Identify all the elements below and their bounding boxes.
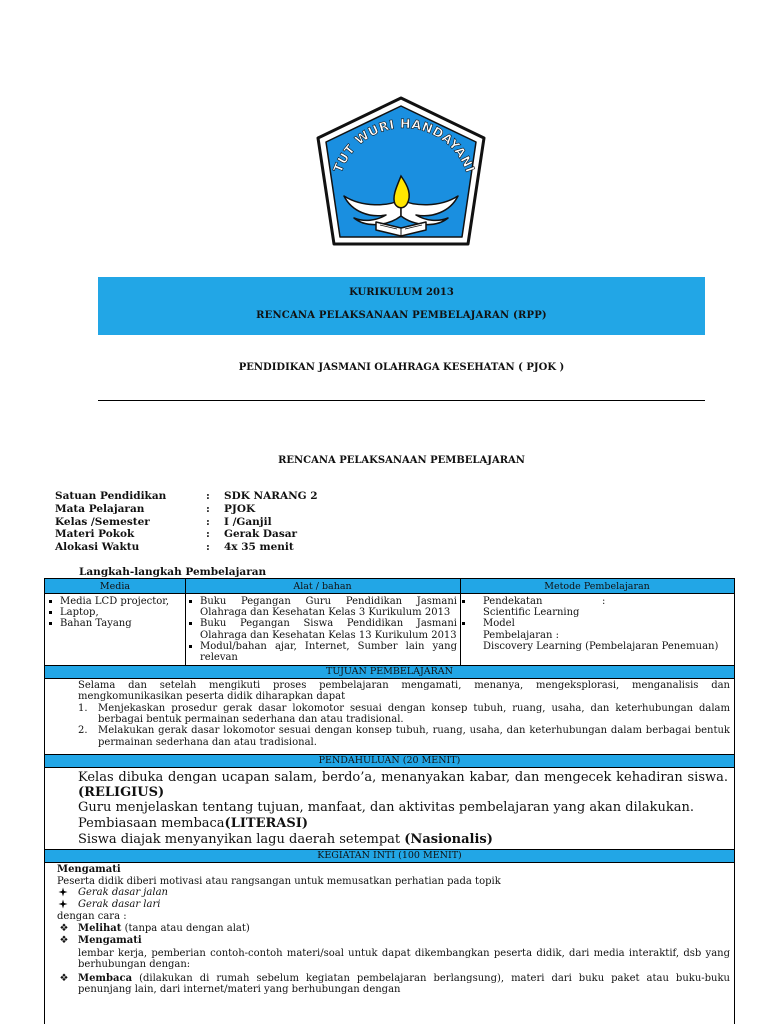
list-item: Bahan Tayang [47, 618, 183, 629]
list-item [78, 725, 730, 747]
intro-heading: PENDAHULUAN (20 MENIT) [45, 754, 734, 768]
see-item [78, 923, 250, 934]
info-label: Alokasi Waktu [55, 541, 140, 554]
character-tag: (RELIGIUS) [78, 784, 165, 800]
model-value: Discovery Learning (Pembelajaran Penemuan) [483, 640, 719, 652]
diamond-bullet-icon: ❖ [59, 923, 69, 934]
core-heading: KEGIATAN INTI (100 MENIT) [45, 849, 734, 863]
info-value: Gerak Dasar [224, 528, 298, 541]
approach-label: Pendekatan [483, 596, 543, 607]
info-label: Materi Pokok [55, 528, 135, 541]
observe-text: lembar kerja, pemberian contoh-contoh materi/soal untuk dapat dikembangkan peserta didik, dari media interaktif, dsb yang berhubungan dengan: [78, 948, 730, 971]
divider-rule [98, 400, 705, 401]
logo-motto: TUT WURI HANDAYANI [329, 115, 479, 175]
intro-paragraph [78, 817, 728, 832]
header-tools: Alat / bahan [293, 581, 352, 592]
see-label: Melihat [78, 923, 122, 934]
table-header-row [45, 579, 734, 594]
objectives-list [78, 703, 730, 748]
info-label: Mata Pelajaran [55, 502, 145, 515]
read-item [78, 973, 730, 995]
info-label: Kelas /Semester [55, 515, 150, 528]
info-value: PJOK [224, 502, 256, 515]
column-divider [460, 579, 461, 665]
list-item [78, 703, 730, 725]
info-label: Satuan Pendidikan [55, 490, 167, 502]
info-colon: : [206, 528, 210, 541]
character-tag: (LITERASI) [224, 816, 309, 831]
observe-label: Mengamati [78, 935, 142, 946]
learning-steps-table [44, 578, 735, 1024]
see-note: (tanpa atau dengan alat) [121, 923, 250, 934]
intro-text: Pembiasaan membaca [78, 816, 225, 831]
info-colon: : [206, 515, 210, 528]
column-divider [185, 579, 186, 665]
read-text: (dilakukan di rumah sebelum kegiatan pembelajaran berlangsung), materi dari buku paket atau buku-buku penunjang lain, dari internet/materi yang berhubungan dengan [78, 973, 730, 996]
topic-item: Gerak dasar jalan [78, 887, 168, 898]
title-band [98, 277, 705, 335]
header-media: Media [99, 581, 131, 592]
item-text: Menjekaskan prosedur gerak dasar lokomotor sesuai dengan konsep tubuh, ruang, usaha, dan keterhubungan dalam berbagai bentuk permainan sederhana dan atau tradisional. [98, 703, 730, 726]
list-item: Buku Pegangan Guru Pendidikan Jasmani Olahraga dan Kesehatan Kelas 3 Kurikulum 2013 [187, 596, 457, 618]
document-title: RENCANA PELAKSANAAN PEMBELAJARAN (RPP) [256, 310, 547, 321]
list-item: Modul/bahan ajar, Internet, Sumber lain yang relevan [187, 641, 457, 663]
model-label-2: Pembelajaran : [483, 629, 559, 641]
tut-wuri-handayani-logo [308, 94, 494, 254]
intro-paragraph [78, 833, 728, 848]
curriculum-label: KURIKULUM 2013 [349, 287, 454, 298]
topic-item: Gerak dasar lari [78, 899, 161, 910]
bullet-icon [462, 600, 465, 603]
list-item [462, 618, 732, 629]
observe-title: Mengamati [57, 864, 121, 875]
list-item: Buku Pegangan Siswa Pendidikan Jasmani Olahraga dan Kesehatan Kelas 13 Kurikulum 2013 [187, 618, 457, 640]
model-label: Model [483, 618, 515, 630]
approach-colon: : [602, 596, 606, 607]
intro-paragraph: Guru menjelaskan tentang tujuan, manfaat, dan aktivitas pembelajaran yang akan dilakukan. [78, 800, 694, 815]
objectives-heading: TUJUAN PEMBELAJARAN [45, 665, 734, 679]
list-item [462, 596, 732, 607]
info-value: 4x 35 menit [224, 541, 294, 554]
intro-text: Siswa diajak menyanyikan lagu daerah setempat [78, 832, 405, 847]
objectives-intro: Selama dan setelah mengikuti proses pembelajaran mengamati, menanya, mengeksplorasi, menganalisis dan mengkomunikasikan peserta didik diharapkan dapat [78, 680, 730, 703]
item-number: 1. [78, 703, 88, 714]
approach-value: Scientific Learning [483, 607, 580, 619]
info-colon: : [206, 541, 210, 554]
info-value: SDK NARANG 2 [224, 490, 318, 502]
info-colon: : [206, 502, 210, 515]
tools-list [187, 596, 457, 663]
intro-text: Kelas dibuka dengan ucapan salam, berdo’a, menanyakan kabar, dan mengecek kehadiran siswa. [78, 770, 728, 785]
diamond-bullet-icon: ❖ [59, 973, 69, 984]
subject-title: PENDIDIKAN JASMANI OLAHRAGA KESEHATAN ( PJOK ) [238, 362, 565, 373]
item-number: 2. [78, 725, 88, 737]
character-tag: (Nasionalis) [404, 832, 493, 847]
header-method: Metode Pembelajaran [544, 581, 650, 592]
bullet-icon [462, 622, 465, 625]
section-heading: RENCANA PELAKSANAAN PEMBELAJARAN [278, 455, 525, 466]
read-label: Membaca [78, 973, 133, 984]
by-way-text: dengan cara : [57, 911, 127, 922]
info-value: I /Ganjil [224, 515, 272, 528]
method-cell [462, 596, 732, 652]
list-item: Media LCD projector, [47, 596, 183, 607]
item-text: Melakukan gerak dasar lokomotor sesuai dengan konsep tubuh, ruang, usaha, dan keterhubungan dalam berbagai bentuk permainan sederhana dan atau tradisional. [98, 725, 730, 748]
motivation-text: Peserta didik diberi motivasi atau rangsangan untuk memusatkan perhatian pada topik [57, 876, 501, 887]
intro-paragraph [78, 771, 728, 800]
info-colon: : [206, 490, 210, 502]
diamond-bullet-icon: ❖ [59, 935, 69, 946]
media-list [47, 596, 183, 630]
steps-label: Langkah-langkah Pembelajaran [79, 566, 267, 578]
list-item: Laptop, [47, 607, 183, 618]
